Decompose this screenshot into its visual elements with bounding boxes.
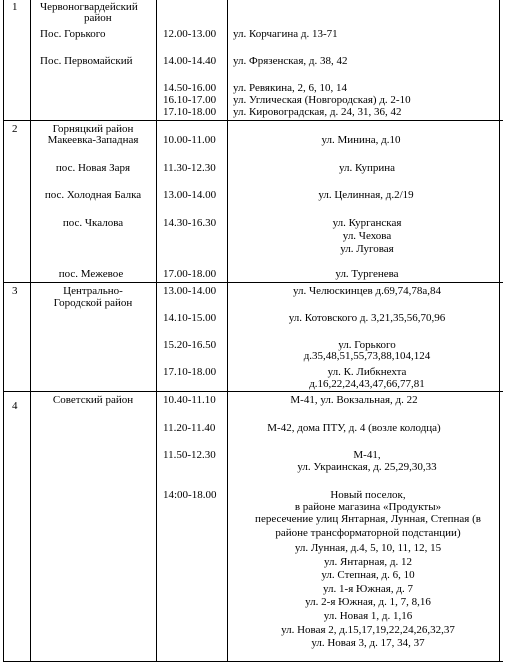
street-address: ул. Янтарная, д. 12 (324, 556, 412, 568)
street-address: ул. 2-я Южная, д. 1, 7, 8,16 (305, 596, 431, 608)
time-slot: 11.50-12.30 (163, 449, 216, 461)
time-slot: 14.10-15.00 (163, 312, 217, 324)
table-border (30, 0, 31, 662)
row-divider (3, 282, 503, 283)
district-name: Центрально- (63, 285, 123, 297)
time-slot: 17.00-18.00 (163, 268, 217, 280)
table-border (3, 0, 4, 662)
time-slot: 10.00-11.00 (163, 134, 216, 146)
district-name: Горняцкий район (52, 123, 134, 135)
street-address: ул. Украинская, д. 25,29,30,33 (297, 461, 437, 473)
time-slot: 14:00-18.00 (163, 489, 217, 501)
street-address: ул. Фрязенская, д. 38, 42 (233, 55, 348, 67)
time-slot: 13.00-14.00 (163, 189, 217, 201)
row-divider (3, 120, 503, 121)
place-name: Пос. Горького (40, 28, 106, 40)
street-address: ул. Кировоградская, д. 24, 31, 36, 42 (233, 106, 402, 118)
street-address: ул. Горького (338, 339, 396, 351)
time-slot: 15.20-16.50 (163, 339, 217, 351)
row-divider (3, 391, 503, 392)
time-slot: 14.30-16.30 (163, 217, 217, 229)
time-slot: 11.30-12.30 (163, 162, 216, 174)
street-address: д.35,48,51,55,73,88,104,124 (303, 350, 431, 362)
time-slot: 14.50-16.00 (163, 82, 217, 94)
street-address: ул. Тургенева (335, 268, 399, 280)
street-address: ул. Новая 2, д.15,17,19,22,24,26,32,37 (281, 624, 455, 636)
time-slot: 13.00-14.00 (163, 285, 217, 297)
street-address: Новый поселок, (330, 489, 406, 501)
time-slot: 16.10-17.00 (163, 94, 217, 106)
time-slot: 14.00-14.40 (163, 55, 217, 67)
row-number: 3 (12, 285, 18, 297)
street-address: в районе магазина «Продукты» (294, 501, 442, 513)
row-number: 1 (12, 1, 18, 13)
time-slot: 10.40-11.10 (163, 394, 216, 406)
street-address: ул. Новая 1, д. 1,16 (323, 610, 413, 622)
street-address: ул. Котовского д. 3,21,35,56,70,96 (288, 312, 446, 324)
street-address: ул. Куприна (338, 162, 396, 174)
street-address: ул. Челюскинцев д.69,74,78а,84 (293, 285, 441, 297)
street-address: ул. Новая 3, д. 17, 34, 37 (311, 637, 425, 649)
street-address: ул. Чехова (342, 230, 392, 242)
district-name: Макеевка-Западная (47, 134, 139, 146)
place-name: Пос. Первомайский (40, 55, 133, 67)
row-number: 4 (12, 400, 18, 412)
district-name: Червоногвардейский (40, 1, 138, 13)
time-slot: 17.10-18.00 (163, 106, 217, 118)
street-address: ул. Курганская (332, 217, 402, 229)
street-address: д.16,22,24,43,47,66,77,81 (309, 378, 425, 390)
time-slot: 11.20-11.40 (163, 422, 216, 434)
street-address: ул. 1-я Южная, д. 7 (323, 583, 413, 595)
street-address: районе трансформаторной подстанции) (275, 527, 461, 539)
street-address: ул. Минина, д.10 (321, 134, 401, 146)
table-border (156, 0, 157, 662)
district-name: Советский район (52, 394, 134, 406)
place-name: пос. Холодная Балка (44, 189, 142, 201)
street-address: ул. Степная, д. 6, 10 (321, 569, 415, 581)
time-slot: 17.10-18.00 (163, 366, 217, 378)
street-address: ул. К. Либкнехта (327, 366, 407, 378)
street-address: М-42, дома ПТУ, д. 4 (возле колодца) (267, 422, 441, 434)
table-border (227, 0, 228, 662)
table-border (499, 0, 500, 662)
district-name: район (84, 12, 112, 24)
row-number: 2 (12, 123, 18, 135)
street-address: ул. Целинная, д.2/19 (318, 189, 414, 201)
street-address: ул. Лунная, д.4, 5, 10, 11, 12, 15 (294, 542, 442, 554)
street-address: ул. Луговая (340, 243, 394, 255)
street-address: М-41, (353, 449, 381, 461)
place-name: пос. Чкалова (62, 217, 124, 229)
street-address: ул. Ревякина, 2, 6, 10, 14 (233, 82, 347, 94)
street-address: ул. Углическая (Новгородская) д. 2-10 (233, 94, 411, 106)
district-name: Городской район (53, 297, 133, 309)
time-slot: 12.00-13.00 (163, 28, 217, 40)
place-name: пос. Новая Заря (55, 162, 131, 174)
place-name: пос. Межевое (58, 268, 124, 280)
street-address: ул. Корчагина д. 13-71 (233, 28, 338, 40)
street-address: пересечение улиц Янтарная, Лунная, Степная (в (255, 513, 481, 525)
street-address: М-41, ул. Вокзальная, д. 22 (290, 394, 418, 406)
